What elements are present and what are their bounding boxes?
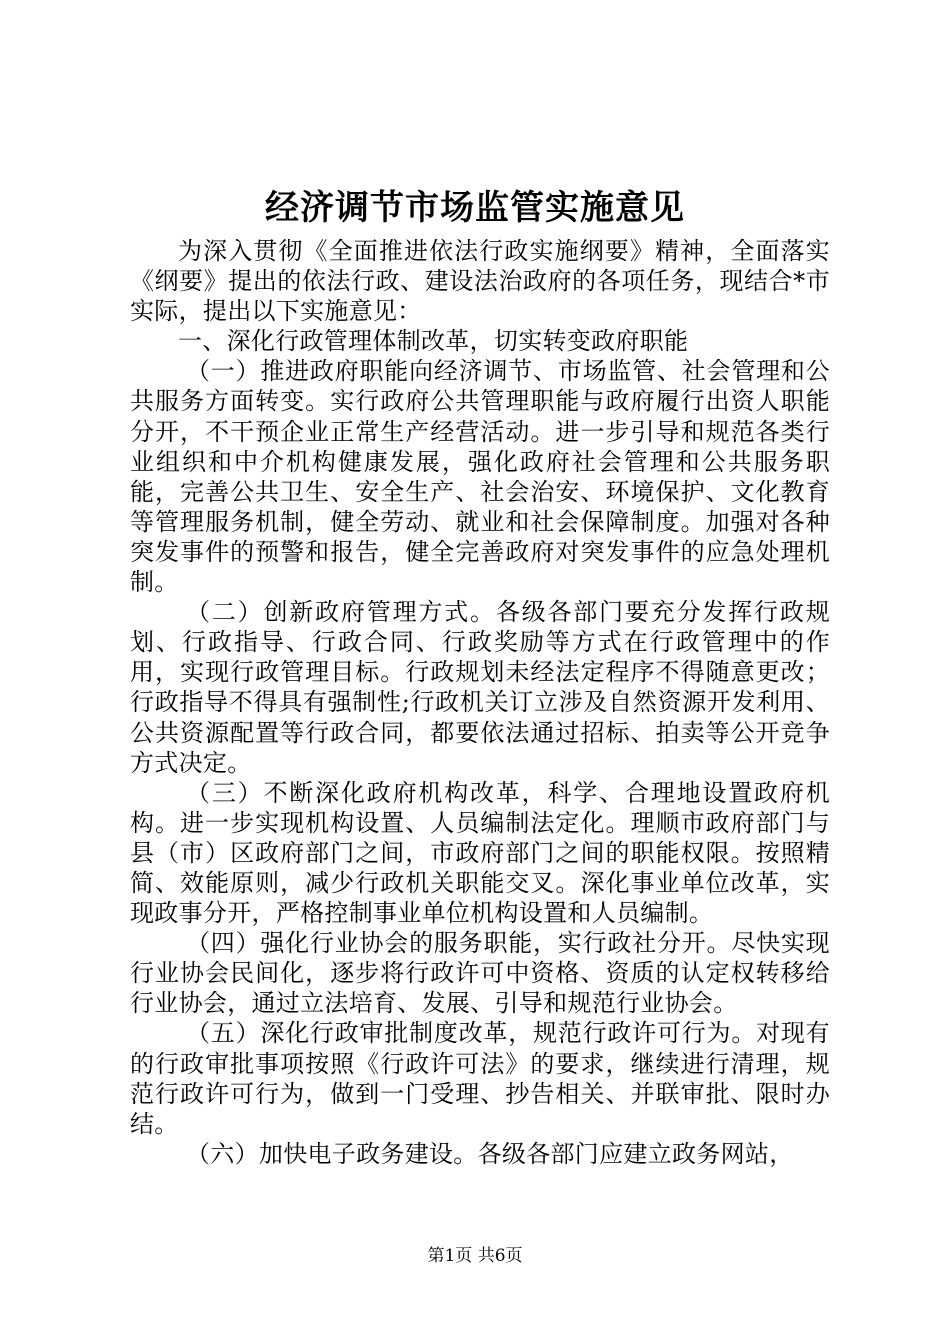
clause-paragraph-3: （三）不断深化政府机构改革，科学、合理地设置政府机构。进一步实现机构设置、人员编制法定化。理顺市政府部门与县（市）区政府部门之间，市政府部门之间的职能权限。按照精简、效能原则，减少行政机关职能交叉。深化事业单位改革，实现政事分开，严格控制事业单位机构设置和人员编制。 bbox=[130, 778, 830, 928]
intro-paragraph: 为深入贯彻《全面推进依法行政实施纲要》精神，全面落实《纲要》提出的依法行政、建设法治政府的各项任务，现结合*市实际，提出以下实施意见： bbox=[130, 237, 830, 326]
clause-paragraph-5: （五）深化行政审批制度改革，规范行政许可行为。对现有的行政审批事项按照《行政许可法》的要求，继续进行清理，规范行政许可行为，做到一门受理、抄告相关、并联审批、限时办结。 bbox=[130, 1019, 830, 1138]
section-heading-1: 一、深化行政管理体制改革，切实转变政府职能 bbox=[178, 327, 689, 356]
clause-paragraph-1: （一）推进政府职能向经济调节、市场监管、社会管理和公共服务方面转变。实行政府公共管理职能与政府履行出资人职能分开，不干预企业正常生产经营活动。进一步引导和规范各类行业组织和中介机构健康发展，强化政府社会管理和公共服务职能，完善公共卫生、安全生产、社会治安、环境保护、文化教育等管理服务机制，健全劳动、就业和社会保障制度。加强对各种突发事件的预警和报告，健全完善政府对突发事件的应急处理机制。 bbox=[130, 357, 830, 597]
clause-paragraph-2: （二）创新政府管理方式。各级各部门要充分发挥行政规划、行政指导、行政合同、行政奖励等方式在行政管理中的作用，实现行政管理目标。行政规划未经法定程序不得随意更改；行政指导不得具有强制性;行政机关订立涉及自然资源开发利用、公共资源配置等行政合同，都要依法通过招标、拍卖等公开竞争方式决定。 bbox=[130, 598, 830, 777]
clause-paragraph-6: （六）加快电子政务建设。各级各部门应建立政务网站， bbox=[186, 1139, 794, 1168]
document-title: 经济调节市场监管实施意见 bbox=[265, 188, 685, 228]
document-body bbox=[130, 236, 830, 1169]
page-footer: 第1页 共6页 bbox=[427, 1246, 523, 1266]
clause-paragraph-4: （四）强化行业协会的服务职能，实行政社分开。尽快实现行业协会民间化，逐步将行政许可中资格、资质的认定权转移给行业协会，通过立法培育、发展、引导和规范行业协会。 bbox=[130, 929, 830, 1018]
